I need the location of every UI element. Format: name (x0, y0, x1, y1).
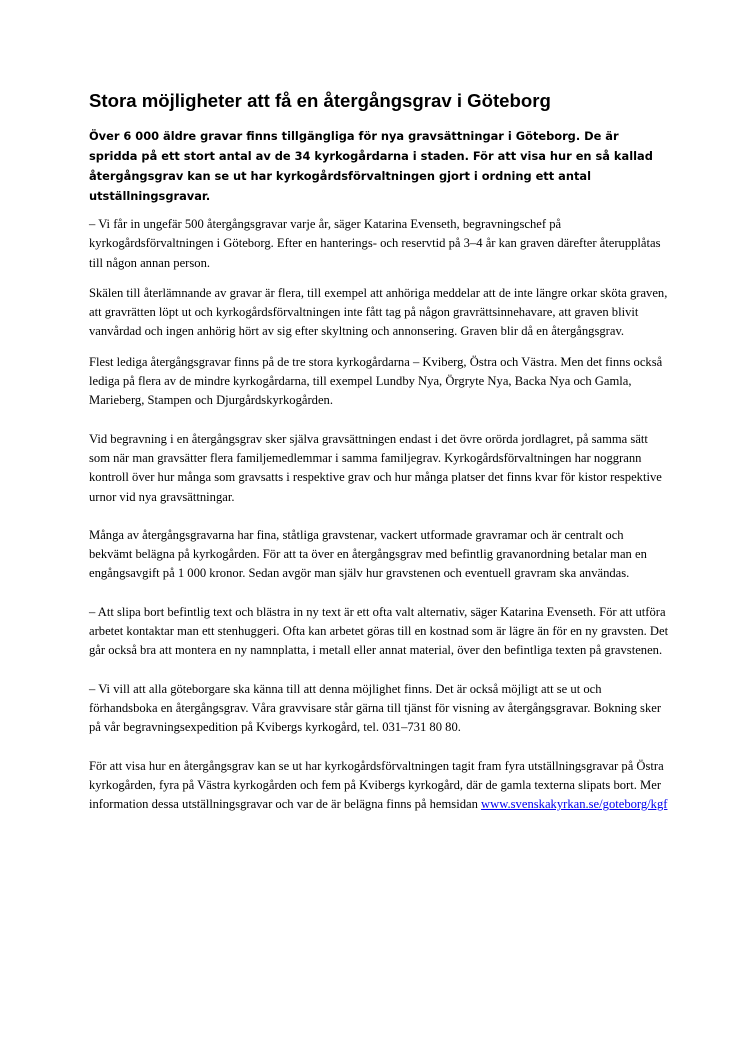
paragraph-burial: Vid begravning i en återgångsgrav sker själva gravsättningen endast i det övre orörda jordlagret, på samma sätt som när man gravsätter flera familjemedlemmar i samma familjegrav. Kyrkogårdsförvaltningen har noggrann kontroll över hur många som gravsatts i respektive grav och hur många platser det finns kvar för kistor respektive urnor vid nya gravsättningar. (89, 431, 662, 504)
paragraph-engraving: – Att slipa bort befintlig text och blästra in ny text är ett ofta valt alternativ, säger Katarina Evenseth. För att utföra arbetet kontaktar man ett stenhuggeri. Ofta kan arbetet göras till en kostnad som är lägre än för en ny gravsten. Det går också bra att montera en ny namnplatta, i metall eller annat material, över den befintliga texten på gravstenen. (89, 604, 669, 658)
paragraph-locations: Flest lediga återgångsgravar finns på de tre stora kyrkogårdarna – Kviberg, Östra och Västra. Men det finns också lediga på flera av de mindre kyrkogårdarna, till exempel Lundby Nya, Örgryte Nya, Backa Nya och Gamla, Marieberg, Stampen och Djurgårdskyrkogården. (89, 354, 663, 408)
paragraph-exhibition-text: För att visa hur en återgångsgrav kan se ut har kyrkogårdsförvaltningen tagit fram fyra utställningsgravar på Östra kyrkogården, fyra på Västra kyrkogården och fem på Kvibergs kyrkogård, där de gamla texterna slipats bort. Mer information dessa utställningsgravar och var de är belägna finns på hemsidan (89, 758, 664, 812)
paragraph-booking: – Vi vill att alla göteborgare ska känna till att denna möjlighet finns. Det är också möjligt att se ut och förhandsboka en återgångsgrav. Våra gravvisare står gärna till tjänst för visning av återgångsgravar. Bokning sker på vår begravningsexpedition på Kvibergs kyrkogård, tel. 031–731 80 80. (89, 681, 662, 735)
paragraph-exhibition (89, 757, 669, 815)
document-body (89, 89, 669, 814)
paragraph-fee: Många av återgångsgravarna har fina, ståtliga gravstenar, vackert utformade gravramar och är centralt och bekvämt belägna på kyrkogården. För att ta över en återgångsgrav med befintlig gravanordning betalar man en engångsavgift på 1 000 kronor. Sedan avgör man själv hur gravstenen och eventuell gravram ska användas. (89, 527, 647, 581)
paragraph-reasons: Skälen till återlämnande av gravar är flera, till exempel att anhöriga meddelar att de inte längre orkar sköta graven, att gravrätten löpt ut och kyrkogårdsförvaltningen inte fått tag på någon gravrättsinnehavare, att graven blivit vanvårdad och ingen anhörig hört av sig efter skyltning och annonsering. Graven blir då en återgångsgrav. (89, 285, 668, 339)
lead-paragraph: Över 6 000 äldre gravar finns tillgängliga för nya gravsättningar i Göteborg. De är spridda på ett stort antal av de 34 kyrkogårdarna i staden. För att visa hur en så kallad återgångsgrav kan se ut har kyrkogårdsförvaltningen gjort i ordning ett antal utställningsgravar. (89, 129, 653, 203)
paragraph-quote-intro: – Vi får in ungefär 500 återgångsgravar varje år, säger Katarina Evenseth, begravningschef på kyrkogårdsförvaltningen i Göteborg. Efter en hanterings- och reservtid på 3–4 år kan graven därefter återupplåtas till någon annan person. (89, 217, 661, 270)
website-link[interactable]: www.svenskakyrkan.se/goteborg/kgf (481, 797, 668, 812)
document-title: Stora möjligheter att få en återgångsgrav i Göteborg (89, 90, 551, 111)
